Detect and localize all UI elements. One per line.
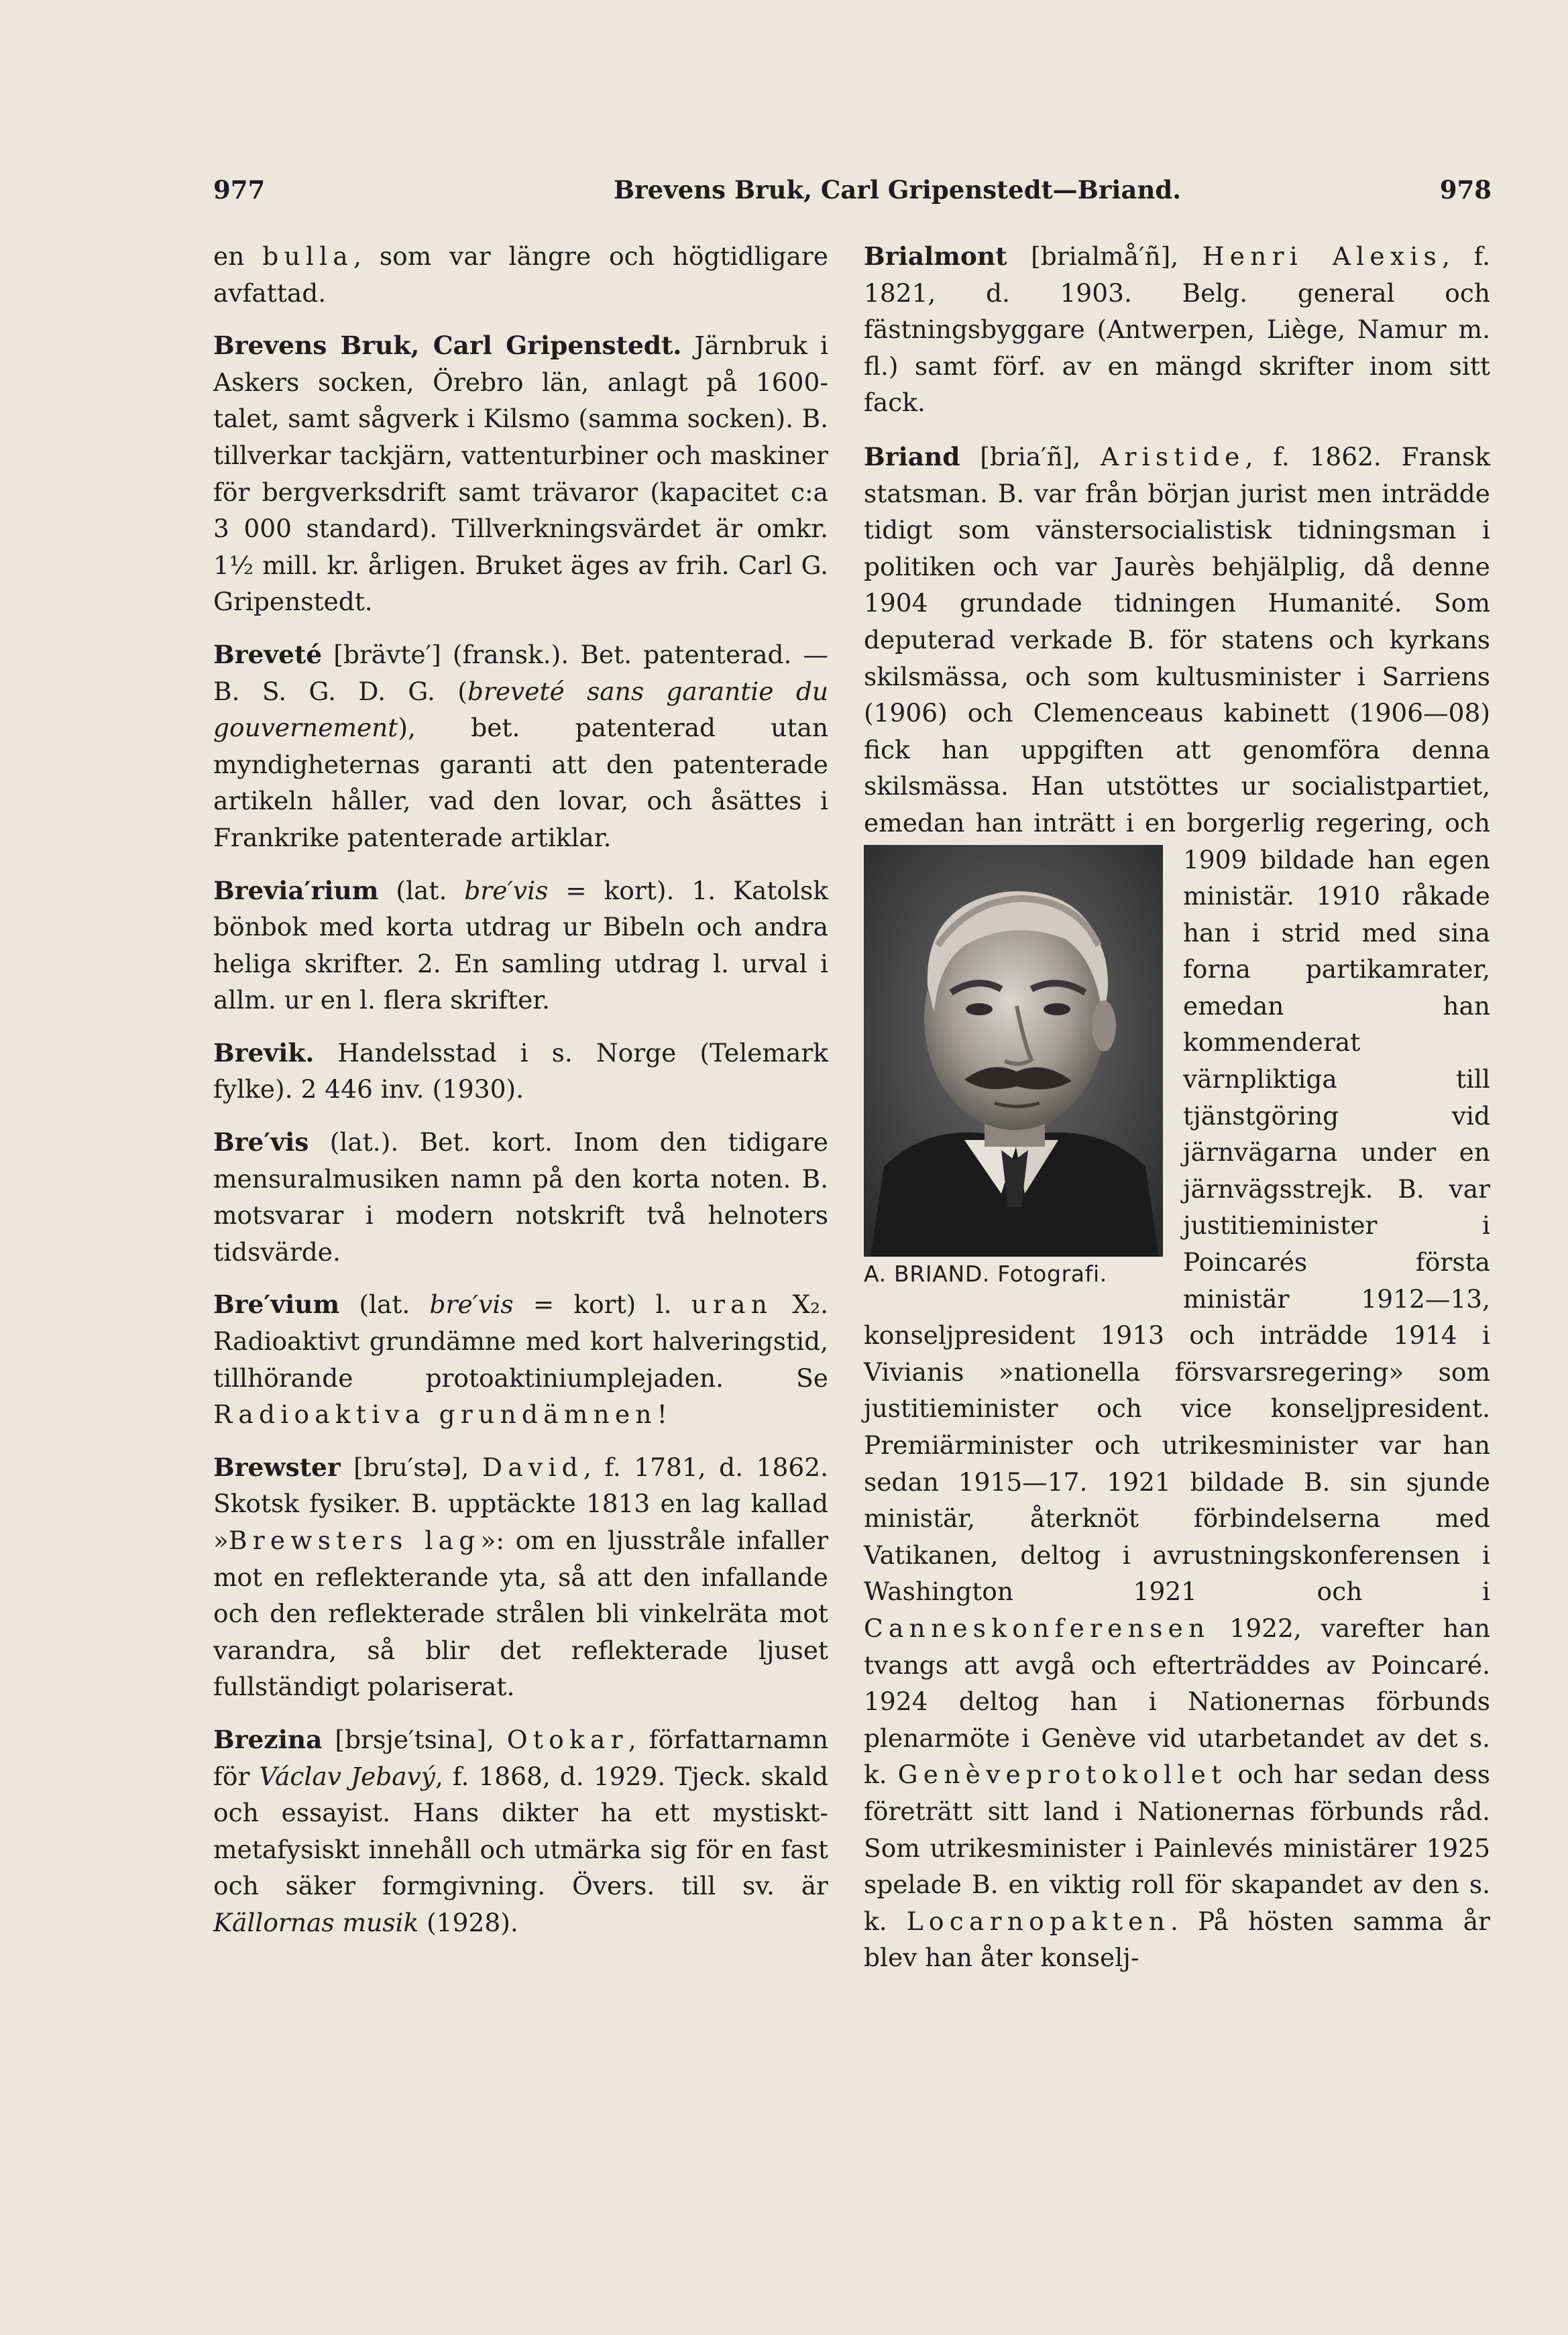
headword: Brewster [213, 1452, 341, 1482]
entry-brewster: Brewster [bru′stə], David, f. 1781, d. 1862. Skotsk fysiker. B. upptäckte 1813 en lag kallad »Brewsters lag»: om en ljusstråle infaller mot en reflekterande yta, så att den infallande och den reflekterade strålen bli vinkelräta mot varandra, så blir det reflekterade ljuset fullständigt polariserat. [213, 1452, 828, 1702]
briand-figure [864, 845, 1163, 1288]
entry-brezina: Brezina [brsje′tsina], Otokar, författarnamn för Václav Jebavý, f. 1868, d. 1929. Tjeck. skald och essayist. Hans dikter ha ett mystiskt-metafysiskt innehåll och utmärka sig för en fast och säker formgivning. Övers. till sv. är Källornas musik (1928). [213, 1724, 828, 1937]
entry-brevik: Brevik. Handelsstad i s. Norge (Telemark fylke). 2 446 inv. (1930). [213, 1037, 828, 1104]
entry-brialmont: Brialmont [brialmå′ñ], Henri Alexis, f. 1821, d. 1903. Belg. general och fästningsbyggare (Antwerpen, Liège, Namur m. fl.) samt förf. av en mängd skrifter inom sitt fack. [864, 241, 1490, 418]
headword: Brezina [213, 1724, 323, 1754]
entry-continuation: en bulla, som var längre och högtidligare avfattad. [213, 241, 829, 308]
entry-brevium: Bre′vium (lat. bre′vis = kort) l. uran X₂. Radioaktivt grundämne med kort halveringstid, tillhörande protoaktiniumplejaden. Se Radioaktiva grundämnen! [213, 1290, 829, 1430]
headword: Brevens Bruk, Carl Gripenstedt. [213, 331, 682, 361]
entry-brevete: Breveté [brävte′] (fransk.). Bet. patenterad. — B. S. G. D. G. (breveté sans garantie du gouvernement), bet. patenterad utan myndigheternas garanti att den patenterade artikeln håller, vad den lovar, och åsättes i Frankrike patenterade artiklar. [213, 639, 828, 852]
headword: Brialmont [864, 241, 1007, 271]
entry-brevens-bruk: Brevens Bruk, Carl Gripenstedt. Järnbruk i Askers socken, Örebro län, anlagt på 1600-talet, samt sågverk i Kilsmo (samma socken). B. tillverkar tackjärn, vattenturbiner och maskiner för bergverksdrift samt trävaror (kapacitet c:a 3 000 standard). Tillverkningsvärdet är omkr. 1½ mill. kr. årligen. Bruket äges av frih. Carl G. Gripenstedt. [213, 331, 829, 617]
entry-briand: Briand [bria′ñ], Aristide, f. 1862. Fransk statsman. B. var från början jurist men inträdde tidigt som vänstersocialistisk tidningsman i politiken och var Jaurès behjälplig, då denne 1904 grundade tidningen Humanité. Som deputerad verkade B. för statens och kyrkans skilsmässa, och som kultusminister i Sarriens (1906) och Clemenceaus kabinett (1906—08) fick han uppgiften att genomföra denna skilsmässa. Han utstöttes ur socialistpartiet, emedan han inträtt i en borgerlig regering, och 1909 bildade han egen ministär. 1910 råkade han i strid med sina forna partikamrater, emedan han kommenderat värnpliktiga till tjänstgöring vid järnvägarna under en järnvägsstrejk. B. var justitieminister i Poincarés första ministär 1912—13, konseljpresident 1913 och inträdde 1914 i Vivianis »nationella försvarsregering» som justitieminister och vice konseljpresident. Premiärminister och utrikesminister var han sedan 1915—17. 1921 bildade B. sin sjunde ministär, återknöt förbindelserna med Vatikanen, deltog i avrustningskonferensen i Washington 1921 och i Canneskonferensen 1922, varefter han tvangs att avgå och efterträddes av Poincaré. 1924 deltog han i Nationernas förbunds plenarmöte i Genève vid utarbetandet av det s. k. Genèveprotokollet och har sedan dess företrätt sitt land i Nationernas förbunds råd. Som utrikesminister i Painlevés ministärer 1925 spelade B. en viktig roll för skapandet av den s. k. Locarnopakten. På hösten samma år blev han åter konselj- [864, 441, 1491, 1973]
running-header [213, 173, 1492, 207]
headword: Breveté [213, 639, 323, 669]
briand-text-before-figure: , f. 1862. Fransk statsman. B. var från början jurist men inträdde tidigt som vänstersocialistisk tidningsman i politiken och var Jaurès behjälplig, då denne 1904 grundade tidningen Humanité. Som deputerad verkade B. för statens och kyrkans skilsmässa, och som kultusminister i Sarriens (1906) och Clemenceaus kabinett (1906—08) fick han uppgiften att genomföra denna skilsmässa. Han utstöttes ur socialistpartiet, emedan han inträtt i en borgerlig regering, och 1909 bildade han egen ministär. 1910 råkade han i strid med sina forna partikamrater, emedan han kommenderat värnpliktiga till tjänstgöring vid järnvägarna under en järnvägsstrejk. B. var justitieminister i Poincarés första ministär 1912—13, konseljpresident 1913 och inträdde 1914 i Vivianis »nationella försvarsregering» som justitieminister och vice konseljpresident. Premiärminister och utrikesminister var han sedan 1915—17. 1921 bildade B. sin sjunde ministär, återknöt förbindelserna med Vatikanen, deltog i avrustningskonferensen i Washington 1921 och i [864, 441, 1491, 1607]
headword: Brevik. [213, 1037, 315, 1068]
headword: Bre′vium [213, 1290, 340, 1320]
portrait-photo [864, 845, 1163, 1257]
figure-caption: A. BRIAND. Fotografi. [864, 1261, 1107, 1287]
headword: Briand [864, 441, 960, 471]
headword: Brevia′rium [213, 875, 379, 905]
running-title: Brevens Bruk, Carl Gripenstedt—Briand. [613, 175, 1182, 205]
headword: Bre′vis [213, 1127, 309, 1157]
left-column [213, 238, 828, 1957]
page-number-right: 978 [1439, 175, 1492, 205]
page-number-left: 977 [213, 175, 266, 205]
entry-breviarium: Brevia′rium (lat. bre′vis = kort). 1. Katolsk bönbok med korta utdrag ur Bibeln och andra heliga skrifter. 2. En samling utdrag l. urval i allm. ur en l. flera skrifter. [213, 875, 828, 1015]
entry-brevis: Bre′vis (lat.). Bet. kort. Inom den tidigare mensuralmusiken namn på den korta noten. B. motsvarar i modern notskrift två helnoters tidsvärde. [213, 1127, 828, 1267]
